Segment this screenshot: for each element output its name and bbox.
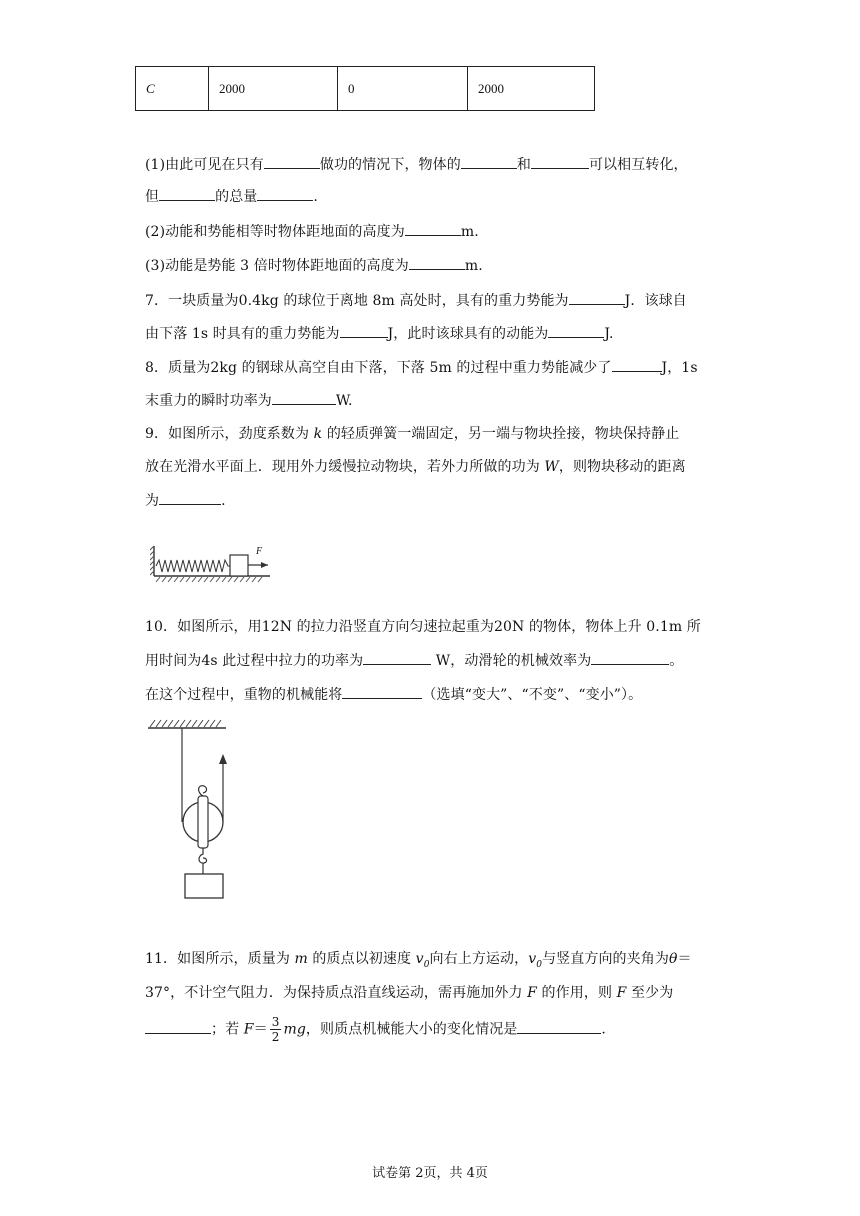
q6-line-2: 但 的总量 . [145, 186, 318, 207]
answer-blank[interactable] [461, 154, 517, 169]
pulley-figure [146, 716, 246, 902]
answer-blank[interactable] [548, 323, 604, 338]
q7-line-1: 7．一块质量为0.4kg 的球位于离地 8m 高处时，具有的重力势能为 J．该球自 [145, 290, 687, 311]
data-table [135, 66, 595, 111]
q9-line-3: 为 . [145, 490, 226, 511]
answer-blank[interactable] [517, 1019, 601, 1034]
q6-line-4: (3)动能是势能 3 倍时物体距地面的高度为 m. [145, 255, 483, 276]
table-cell: 0 [338, 67, 468, 111]
answer-blank[interactable] [612, 357, 662, 372]
answer-blank[interactable] [342, 684, 422, 699]
answer-blank[interactable] [257, 186, 313, 201]
fraction-three-halves: $\frac{3}{2}$ [271, 1015, 280, 1044]
q10-line-3: 在这个过程中，重物的机械能将 （选填“变大”、“不变”、“变小”）。 [145, 684, 642, 705]
q8-line-1: 8．质量为2kg 的钢球从高空自由下落，下落 5m 的过程中重力势能减少了 J，1s [145, 357, 698, 378]
q6-line-3: (2)动能和势能相等时物体距地面的高度为 m. [145, 221, 479, 242]
answer-blank[interactable] [159, 490, 221, 505]
q6-line-1: (1)由此可见在只有 做功的情况下，物体的 和 可以相互转化， [145, 154, 688, 175]
table-cell: 2000 [209, 67, 338, 111]
answer-blank[interactable] [363, 650, 431, 665]
q11-line-1: 11．如图所示，质量为 m 的质点以初速度 $v_0$向右上方运动，$v_0$与竖直方向的夹角为θ＝ [145, 951, 692, 970]
answer-blank[interactable] [340, 323, 388, 338]
q8-line-2: 末重力的瞬时功率为 W. [145, 390, 353, 411]
q9-line-1: 9．如图所示，劲度系数为 k 的轻质弹簧一端固定，另一端与物块拴接，物块保持静止 [145, 426, 680, 442]
answer-blank[interactable] [569, 290, 625, 305]
answer-blank[interactable] [405, 221, 461, 236]
answer-blank[interactable] [272, 390, 336, 405]
answer-blank[interactable] [145, 1019, 211, 1034]
table-cell: C [136, 67, 209, 111]
q7-line-2: 由下落 1s 时具有的重力势能为 J，此时该球具有的动能为 J. [145, 323, 614, 344]
answer-blank[interactable] [531, 154, 589, 169]
q10-line-1: 10．如图所示，用12N 的拉力沿竖直方向匀速拉起重为20N 的物体，物体上升 0.1m 所 [145, 619, 701, 635]
q10-line-2: 用时间为4s 此过程中拉力的功率为 W，动滑轮的机械效率为 。 [145, 650, 683, 671]
answer-blank[interactable] [409, 255, 465, 270]
page-footer: 试卷第 2页，共 4页 [372, 1166, 488, 1181]
answer-blank[interactable] [159, 186, 215, 201]
table-row [136, 67, 595, 111]
force-label: F [256, 546, 263, 557]
table-cell: 2000 [468, 67, 595, 111]
q11-line-2: 37°，不计空气阻力．为保持质点沿直线运动，需再施加外力 F 的作用，则 F 至少为 [145, 985, 674, 1001]
answer-blank[interactable] [264, 154, 320, 169]
spring-block-figure [150, 540, 274, 584]
answer-blank[interactable] [591, 650, 669, 665]
q9-line-2: 放在光滑水平面上．现用外力缓慢拉动物块，若外力所做的功为 W，则物块移动的距离 [145, 459, 686, 475]
q11-line-3: ；若 F＝ $\frac{3}{2}$ mg，则质点机械能大小的变化情况是 . [145, 1015, 606, 1044]
